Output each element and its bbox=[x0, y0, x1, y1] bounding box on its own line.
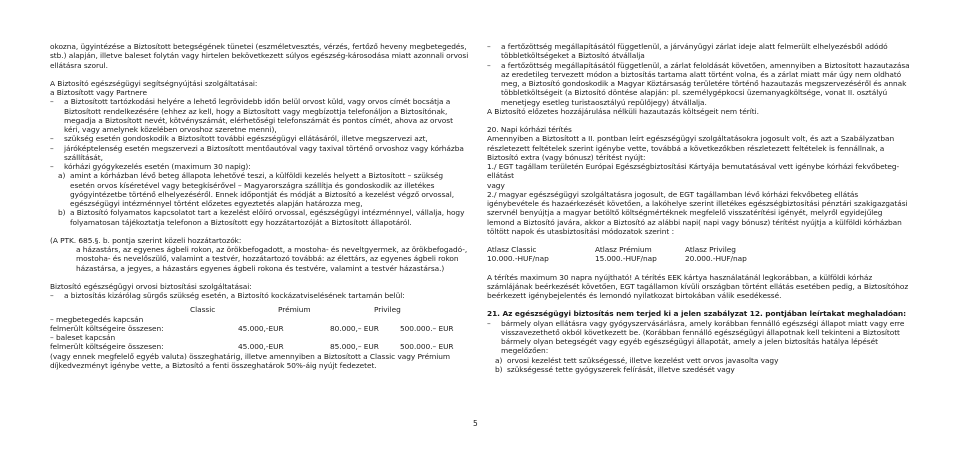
table-header-cell: Classic bbox=[190, 305, 216, 315]
list-item: – bármely olyan ellátásra vagy gyógyszervásárlásra, amely korábban fennálló egészségi állapot miatt vagy erre visszavezethető okból következett be. (Korábban fennálló egészségügyi állapotnak kell tekinteni a Biztosított bármely olyan betegségét vagy egyéb egészségügyi állapotát, amely a jelen biztosítás hatálya lépését megelőzően: bbox=[487, 318, 905, 356]
table-row: 10.000.-HUF/nap 15.000.-HUF/nap 20.000.-HUF/nap bbox=[487, 254, 747, 264]
table-row: – baleset kapcsán bbox=[50, 333, 116, 342]
max-days-paragraph: A térítés maximum 30 napra nyújtható! A térítés EEK kártya használatánál legkorábban, a külföldi kórház számlájának beérkezését követően, EGT tagállamon kívüli országban történt ellátás esetében pedig, a Biztosítóhoz beérkezett igénybejelentés és lemondó nyilatkozat birtokában válik esedékessé. bbox=[487, 272, 909, 300]
costs-note: A Biztosító előzetes hozzájárulása nélküli hazautazás költségeit nem téríti. bbox=[487, 106, 759, 116]
section-20-body: Amennyiben a Biztosított a II. pontban leírt egészségügyi szolgáltatásokra jogosult volt, és azt a Szabályzatban részletezett feltételek szerint igénybe vette, továbbá a következőkben részletezett feltételek is fennállnak, a Biztosító extra (vagy bónusz) térítést nyújt: bbox=[487, 134, 895, 162]
daily-rate-header bbox=[487, 245, 910, 254]
list-item: – járóképtelenség esetén megszervezi a Biztosított mentőautóval vagy taxival történő orvoshoz vagy kórházba szállítását, bbox=[50, 143, 464, 162]
table-row: felmerült költségeire összesen: 45.000,-EUR 85.000,– EUR 500.000.– EUR bbox=[50, 342, 454, 352]
section-20-point-1: 1./ EGT tagállam területén Európai Egészségbiztosítási Kártyája bemutatásával vett igénybe kórházi fekvőbeteg-ellátást bbox=[487, 162, 900, 181]
page-number: 5 bbox=[473, 419, 478, 428]
table-header-cell: Atlasz Privileg bbox=[685, 245, 736, 254]
list-item: – a fertőzöttség megállapításától függetlenül, a zárlat feloldását követően, amennyiben a Biztosított hazautazása az eredetileg tervezett módon a biztosítás tartama alatt történt volna, és a zárlat miatt már úgy nem oldható meg, a Biztosító gondoskodik a Magyar Köztársaság területére történő hazautazás megszervezéséről és annak többletköltségeit (a Biztosító döntése alapján: pl. személygépkocsi üzemanyagköltsége, vonat II. osztályú menetjegy esetleg turistaosztályú repülőjegy) átvállalja. bbox=[487, 60, 910, 107]
right-column bbox=[487, 42, 910, 374]
list-item: – a biztosítás kizárólag sürgős szükség esetén, a Biztosító kockázatviselésének tartamán belül: bbox=[50, 291, 405, 300]
sub-list-item: b) a Biztosító folyamatos kapcsolatot tart a kezelést előíró orvossal, egészségügyi intézménnyel, vállalja, hogy folyamatosan tájékoztatja telefonon a Biztosított egy hozzátartozóját a Biztosított állapotáról. bbox=[58, 208, 465, 227]
ptk-text: a házastárs, az egyenes ágbeli rokon, az örökbefogadott, a mostoha- és neveltgyermek, az örökbefogadó-, mostoha- és nevelőszülő, valamint a testvér, hozzátartozó továbbá: az élettárs, az egyenes ágbeli rokon házastársa, a jegyes, a házastárs egyenes ágbeli rokona és testvére, valamint a testvér házastársa.) bbox=[76, 245, 468, 273]
table-header-cell: Atlasz Prémium bbox=[595, 245, 652, 254]
ptk-intro: (A PTK. 685.§. b. pontja szerint közeli hozzátartozók: bbox=[50, 235, 242, 245]
table-header-cell: Prémium bbox=[278, 305, 311, 315]
assist-heading: A Biztosító egészségügyi segítségnyújtási szolgáltatásai: bbox=[50, 78, 258, 88]
assist-subheading: a Biztosított vagy Partnere bbox=[50, 88, 147, 97]
sub-list-item: a) amint a kórházban lévő beteg állapota lehetővé teszi, a külföldi kezelés helyett a Biztosított – szükség esetén orvos kíséretével vagy betegkísérővel – Magyarországra szállítja és gondoskodik az illetékes gyógyintézetbe történő elhelyezéséről. Ennek időpontját és módját a Biztosító a kezelést végző orvossal, egészségügyi intézménnyel történt előzetes egyeztetés alapján határozza meg, bbox=[58, 171, 455, 208]
list-item: – a fertőzöttség megállapításától függetlenül, a járványügyi zárlat ideje alatt felmerült elhelyezésből adódó többletköltségeket a Biztosító átvállalja bbox=[487, 42, 888, 61]
table-row: felmerült költségeire összesen: 45.000,-EUR 80.000,– EUR 500.000.– EUR bbox=[50, 323, 454, 333]
intro-paragraph: okozna, ügyintézése a Biztosított betegségének tünetei (eszméletvesztés, vérzés, fertőző heveny megbetegedés, stb.) alapján, illetve baleset folytán vagy hirtelen bekövetkezett súlyos egészség-károsodása miatt azonnali orvosi ellátásra szorul. bbox=[50, 42, 469, 70]
section-21-title: 21. Az egészségügyi biztosítás nem terjed ki a jelen szabályzat 12. pontjában leírtakat meghaladóan: bbox=[487, 309, 907, 319]
section-20-title: 20. Napi kórházi térítés bbox=[487, 125, 572, 134]
list-item: – szükség esetén gondoskodik a Biztosított további egészségügyi ellátásáról, illetve megszervezi azt, bbox=[50, 134, 428, 144]
table-row: – megbetegedés kapcsán bbox=[50, 314, 144, 324]
left-column bbox=[50, 42, 470, 370]
list-item: – kórházi gyógykezelés esetén (maximum 30 napig): bbox=[50, 162, 251, 171]
sub-list-item: a) orvosi kezelést tett szükségessé, illetve kezelést vett orvos javasolta vagy bbox=[495, 355, 779, 365]
sub-list-item: b) szükségessé tette gyógyszerek felírását, illetve szedését vagy bbox=[495, 364, 735, 374]
coverage-table-header bbox=[50, 305, 470, 314]
section-20-point-2: 2./ magyar egészségügyi szolgáltatásra jogosult, de EGT tagállamban lévő kórházi fekvőbeteg ellátás igénybevétele és hazaérkezését követően, a lakóhelye szerint illetékes egészségbiztosítási pénztári szakigazgatási szervnél benyújtja a magyar betöltő költségmértéknek megfelelő visszatérítési igényét, melyről egyidejűleg lemond a Biztosító javára, akkor a Biztosító az alábbi napi( napi vagy bónusz) térítést nyújtja a külföldi kórházban töltött napok és utasbiztosítási módozatok szerint : bbox=[487, 189, 908, 236]
dental-heading: Biztosító egészségügyi orvosi biztosítási szolgáltatásai: bbox=[50, 281, 252, 291]
list-item: – a Biztosított tartózkodási helyére a lehető legrövidebb időn belül orvost küld, vagy orvos címét bocsátja a Biztosított rendelkezésére (ehhez az kell, hogy a Biztosított vagy megbízottja telefonáljon a Biztosítónak, megadja a Biztosított nevét, kötvényszámát, elérhetőségi telefonszámát és pontos címét, ahova az orvost kéri, vagy amelynek közelében orvoshoz szeretne menni), bbox=[50, 97, 453, 134]
section-20-or: vagy bbox=[487, 180, 505, 190]
table-header-cell: Privileg bbox=[374, 305, 401, 315]
table-header-cell: Atlasz Classic bbox=[487, 245, 537, 254]
closing-paragraph: (vagy ennek megfelelő egyéb valuta) összeghatárig, illetve amennyiben a Biztosított a Classic vagy Prémium díjkedvezményt igénybe vette, a Biztosító a fenti összeghatárok 50%-áig nyújt fedezetet. bbox=[50, 351, 451, 370]
